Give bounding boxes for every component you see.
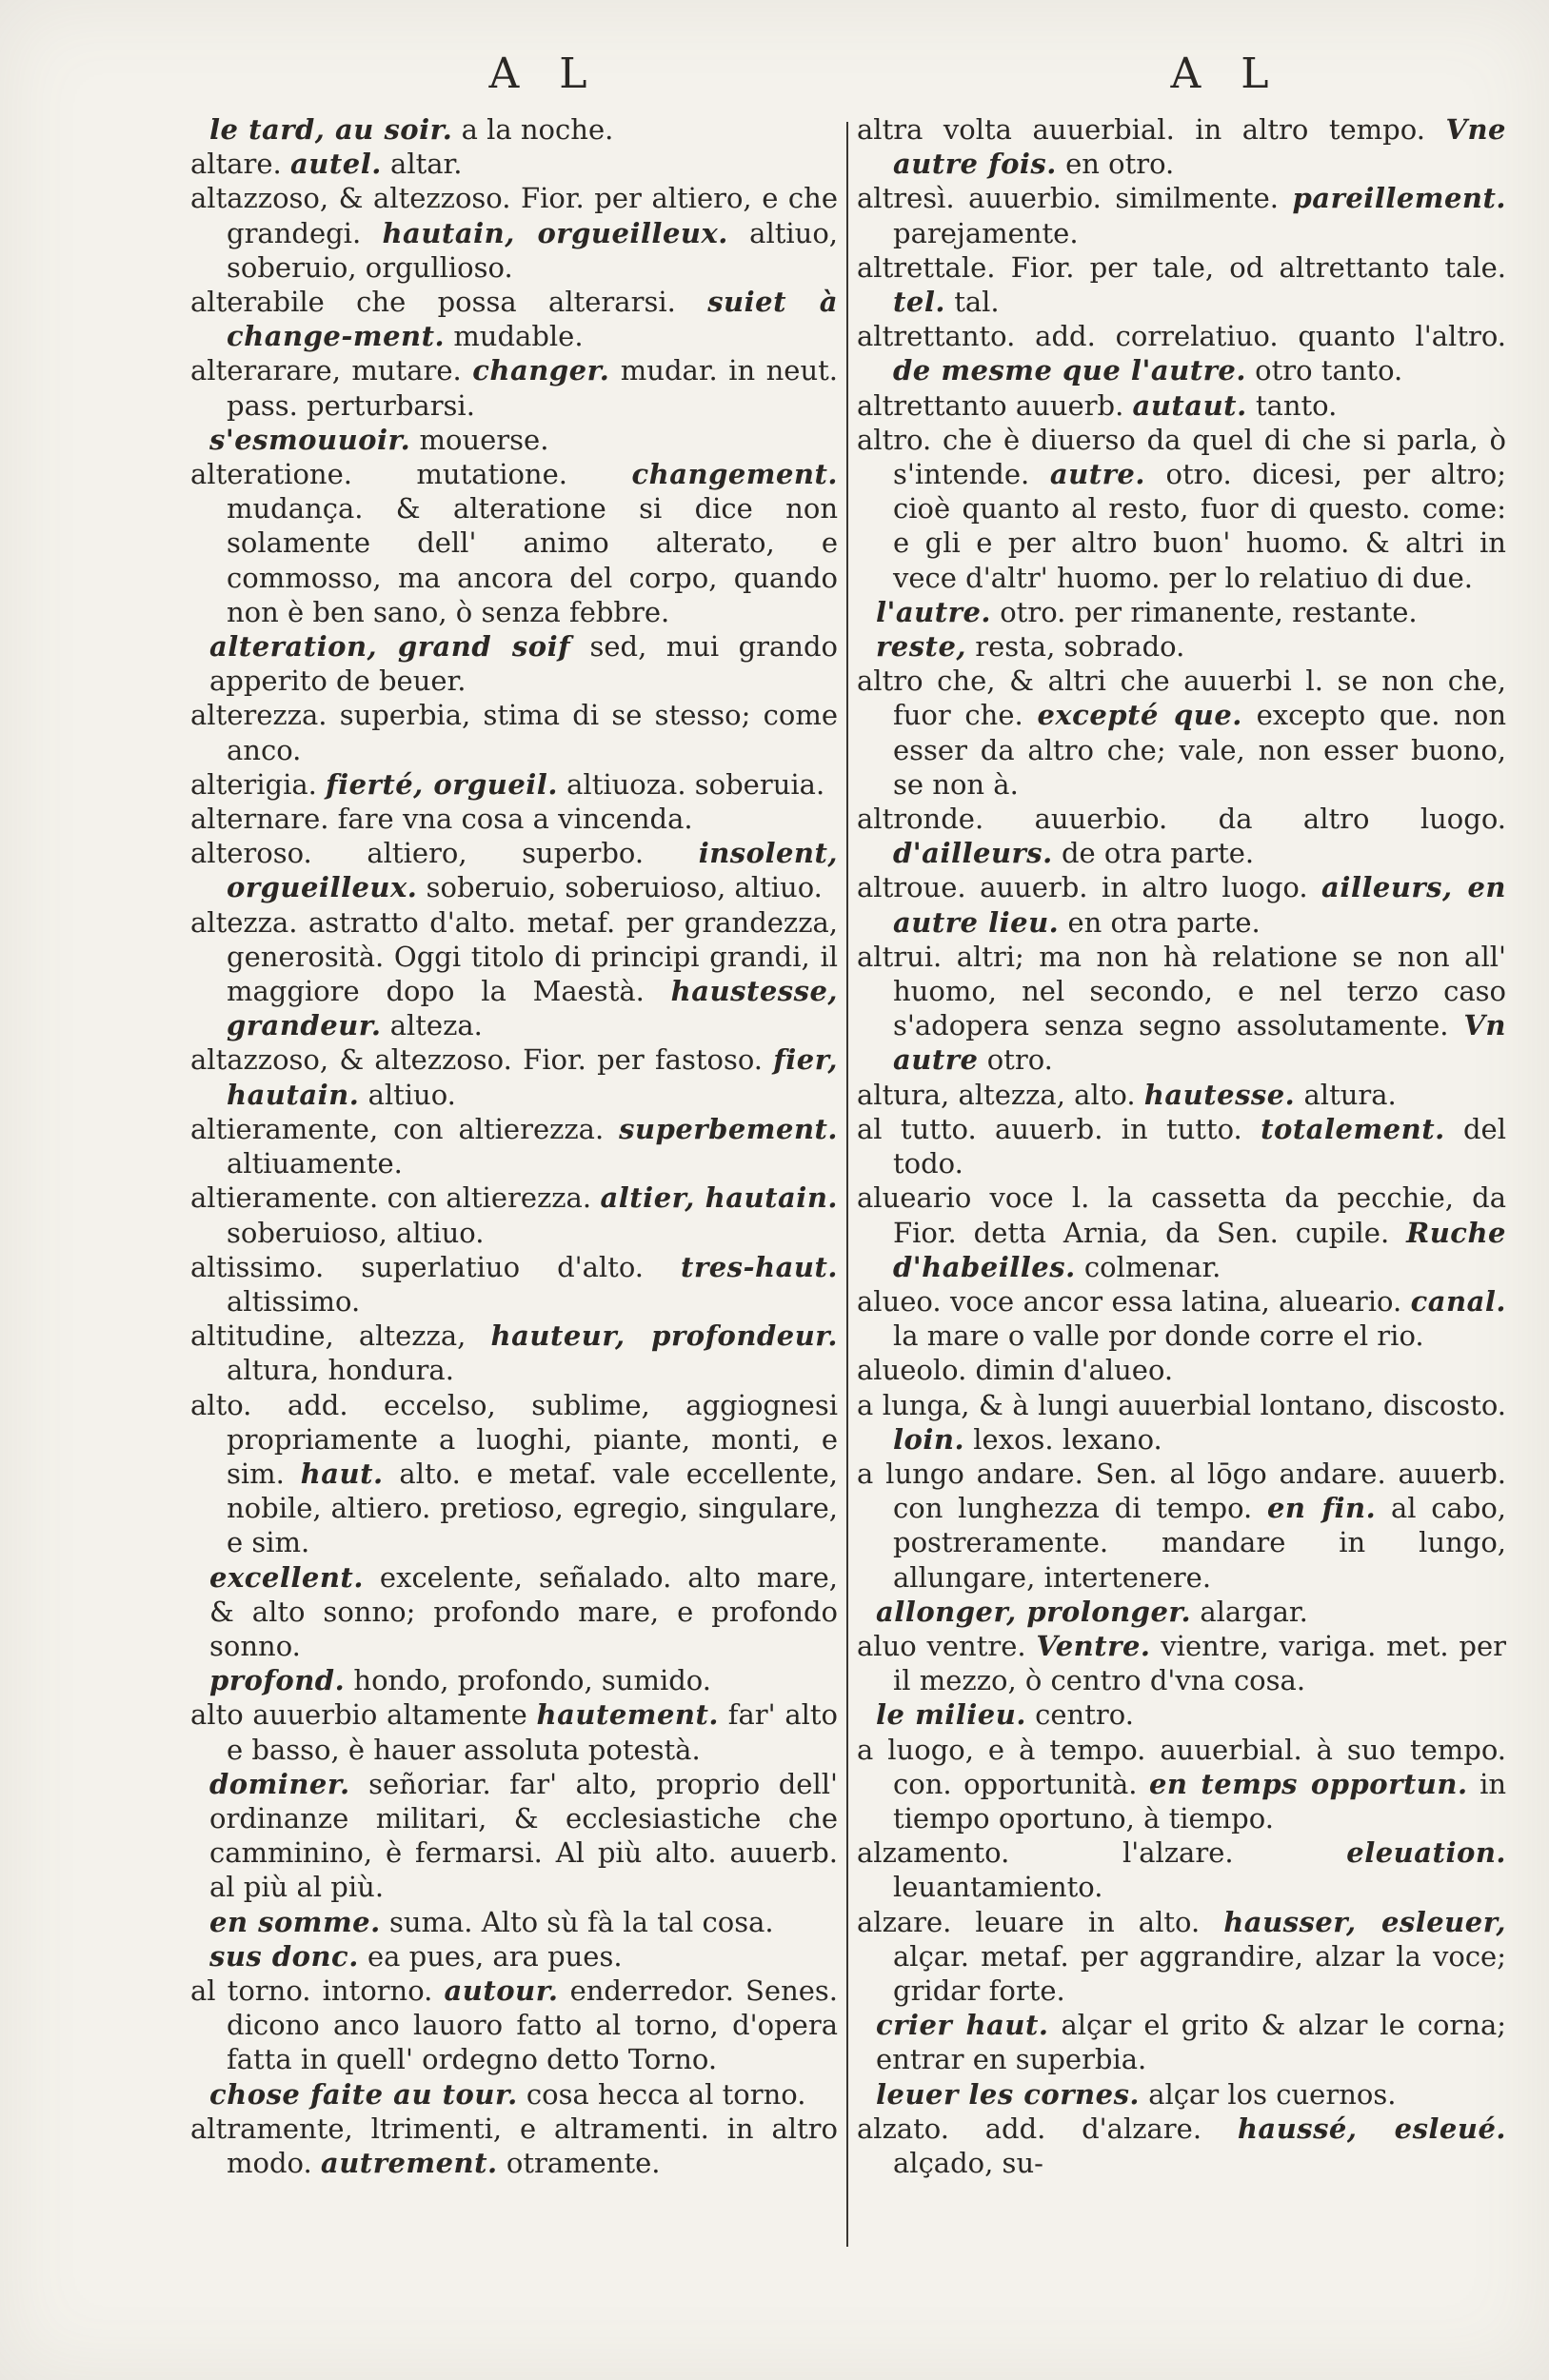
entry-text: alzare. leuare in alto. (857, 1905, 1201, 1938)
entry-text: altra volta auuerbial. in altro tempo. (857, 113, 1425, 146)
french-gloss: totalement. (1261, 1112, 1445, 1145)
entry-tail: soberuioso, altiuo. (227, 1216, 485, 1249)
entry-tail: señoriar. far' alto, proprio dell' ordinanze militari, & ecclesiastiche che camminino, è fermarsi. Al più alto. auuerb. al più al più. (209, 1767, 838, 1904)
dictionary-entry (190, 1697, 838, 1766)
entry-tail: altar. (390, 148, 463, 181)
entry-tail: enderredor. Senes. dicono anco lauoro fatto al torno, d'opera fatta in quell' ordegno detto Torno. (227, 1973, 839, 2076)
dictionary-entry (857, 1835, 1506, 1904)
entry-text: altezza. astratto d'alto. metaf. per grandezza, generosità. Oggi titolo di principi grandi, il maggiore dopo la Maestà. (190, 905, 838, 1008)
entry-tail: tal. (954, 286, 1000, 319)
entry-text: alto auuerbio altamente (190, 1698, 527, 1732)
entry-tail: alçar los cuernos. (1148, 2077, 1397, 2111)
dictionary-entry (857, 629, 1506, 664)
entry-text: a lunga, & à lungi auuerbial lontano, discosto. (857, 1388, 1506, 1421)
dictionary-entry (857, 181, 1506, 249)
entry-tail: altiuo, soberuio, orgullioso. (227, 216, 839, 284)
dictionary-entry (190, 181, 838, 285)
entry-tail: vientre, variga. met. per il mezzo, ò centro d'vna cosa. (893, 1629, 1507, 1697)
dictionary-entry (857, 1457, 1506, 1595)
french-gloss: hautement. (536, 1698, 720, 1732)
entry-tail: alçar. metaf. per aggrandire, alzar la voce; gridar forte. (893, 1939, 1506, 2007)
entry-tail: altura. (1303, 1078, 1397, 1111)
dictionary-entry (190, 629, 838, 698)
dictionary-entry (190, 1112, 838, 1180)
dictionary-entry (857, 2112, 1506, 2180)
entry-tail: centro. (1035, 1698, 1134, 1732)
entry-text: altrettanto auuerb. (857, 388, 1124, 422)
entry-tail: alçado, su- (893, 2146, 1043, 2179)
entry-text: al tutto. auuerb. in tutto. (857, 1112, 1242, 1145)
entry-text: altazzoso, & altezzoso. Fior. per fastoso. (190, 1043, 764, 1077)
entry-text: altieramente, con altierezza. (190, 1112, 605, 1145)
entry-tail: colmenar. (1083, 1250, 1221, 1283)
dictionary-entry (190, 353, 838, 422)
french-gloss: pareillement. (1292, 182, 1507, 215)
dictionary-entry (190, 1250, 838, 1319)
entry-tail: altiuamente. (227, 1147, 403, 1180)
left-running-header: A L (488, 50, 601, 98)
entry-text: aluo ventre. (857, 1629, 1026, 1662)
entry-text: alteroso. altiero, superbo. (190, 837, 645, 870)
entry-tail: otro. (986, 1043, 1053, 1077)
entry-tail: excelente, señalado. alto mare, & alto sonno; profondo mare, e profondo sonno. (209, 1560, 838, 1662)
dictionary-entry (857, 112, 1506, 181)
french-gloss: canal. (1410, 1284, 1506, 1318)
right-running-header: A L (1170, 50, 1282, 98)
french-gloss: hautain, orgueilleux. (382, 216, 728, 249)
dictionary-entry (857, 250, 1506, 319)
french-gloss: haussé, esleué. (1237, 2112, 1506, 2145)
french-gloss: chose faite au tour. (209, 2077, 518, 2111)
entry-tail: lexos. lexano. (973, 1422, 1162, 1456)
dictionary-entry (857, 1078, 1506, 1112)
dictionary-entry (857, 664, 1506, 802)
column-divider (846, 122, 848, 2247)
entry-tail: al cabo, postreramente. mandare in lungo, allungare, intertenere. (893, 1492, 1506, 1594)
french-gloss: autaut. (1132, 388, 1247, 422)
dictionary-entry (190, 836, 838, 904)
entry-text: altro che, & altri che auuerbi l. se non che, fuor che. (857, 664, 1506, 732)
entry-tail: altissimo. (227, 1284, 361, 1318)
dictionary-entry (190, 1319, 838, 1387)
french-gloss: d'ailleurs. (893, 837, 1053, 870)
entry-text: altieramente. con altierezza. (190, 1181, 592, 1215)
entry-tail: cosa hecca al torno. (526, 2077, 806, 2111)
dictionary-entry (190, 285, 838, 353)
entry-text: altrui. altri; ma non hà relatione se non all' huomo, nel secondo, e nel terzo caso s'adopera senza segno assolutamente. (857, 940, 1506, 1042)
french-gloss: Vne autre fois. (893, 113, 1506, 181)
french-gloss: fierté, orgueil. (326, 767, 558, 801)
entry-text: altitudine, altezza, (190, 1319, 467, 1353)
entry-tail: ea pues, ara pues. (367, 1939, 623, 1973)
entry-text: alterezza. superbia, stima di se stesso; come anco. (190, 699, 838, 766)
french-gloss: reste, (876, 630, 966, 664)
dictionary-entry (190, 1767, 838, 1905)
dictionary-entry (857, 388, 1506, 423)
french-gloss: en fin. (1266, 1492, 1377, 1525)
entry-text: altronde. auuerbio. da altro luogo. (857, 803, 1506, 836)
entry-text: altissimo. superlatiuo d'alto. (190, 1250, 644, 1283)
entry-text: altrettanto. add. correlatiuo. quanto l'altro. (857, 320, 1506, 353)
french-gloss: ailleurs, en autre lieu. (893, 871, 1506, 939)
entry-tail: la mare o valle por donde corre el rio. (893, 1319, 1424, 1353)
french-gloss: haut. (300, 1457, 384, 1490)
entry-tail: otro. per rimanente, restante. (1000, 595, 1418, 628)
dictionary-entry (190, 1973, 838, 2077)
dictionary-entry (190, 1180, 838, 1249)
entry-tail: alçar el grito & alzar le corna; entrar en superbia. (876, 2009, 1506, 2076)
dictionary-entry (190, 112, 838, 147)
entry-tail: mudar. in neut. pass. perturbarsi. (227, 354, 839, 422)
entry-tail: de otra parte. (1061, 837, 1255, 870)
entry-text: alterigia. (190, 767, 317, 801)
french-gloss: en somme. (209, 1905, 381, 1938)
french-gloss: dominer. (209, 1767, 350, 1800)
entry-tail: alto. e metaf. vale eccellente, nobile, altiero. pretioso, egregio, singulare, e sim. (227, 1457, 838, 1559)
entry-tail: parejamente. (893, 216, 1079, 249)
entry-tail: altiuo. (367, 1078, 456, 1111)
french-gloss: de mesme que l'autre. (893, 354, 1246, 387)
entry-text: alterarare, mutare. (190, 354, 462, 387)
entry-text: alueolo. dimin d'alueo. (857, 1354, 1174, 1387)
dictionary-entry (190, 147, 838, 181)
french-gloss: autel. (289, 148, 382, 181)
dictionary-entry (190, 1042, 838, 1111)
entry-tail: mudança. & alteratione si dice non solamente dell' animo alterato, e commosso, ma ancora del corpo, quando non è ben sano, ò senza febbre. (227, 492, 838, 628)
french-gloss: excellent. (209, 1560, 364, 1594)
entry-tail: en otro. (1065, 148, 1175, 181)
dictionary-entry (857, 1112, 1506, 1180)
dictionary-entry (857, 1697, 1506, 1732)
french-gloss: allonger, prolonger. (876, 1595, 1192, 1628)
left-column (190, 112, 838, 2180)
dictionary-entry (190, 698, 838, 766)
entry-tail: del todo. (893, 1112, 1506, 1180)
french-gloss: crier haut. (876, 2009, 1049, 2042)
dictionary-entry (857, 1595, 1506, 1629)
entry-text: alzamento. l'alzare. (857, 1836, 1234, 1870)
french-gloss: tres-haut. (681, 1250, 838, 1283)
dictionary-entry (857, 1629, 1506, 1697)
entry-tail: a la noche. (461, 113, 614, 146)
dictionary-entry (857, 1353, 1506, 1387)
entry-tail: otro. dicesi, per altro; cioè quanto al resto, fuor di questo. come: e gli e per altro buon' huomo. & altri in vece d'altr' huomo. per lo relatiuo di due. (893, 458, 1506, 594)
entry-text: altura, altezza, alto. (857, 1078, 1136, 1111)
french-gloss: tel. (893, 286, 945, 319)
entry-tail: en otra parte. (1067, 905, 1261, 939)
french-gloss: changer. (472, 354, 610, 387)
french-gloss: alteration, grand soif (209, 630, 571, 664)
french-gloss: autour. (444, 1973, 559, 2007)
dictionary-entry (190, 423, 838, 457)
entry-tail: hondo, profondo, sumido. (353, 1664, 711, 1697)
entry-tail: far' alto e basso, è hauer assoluta potestà. (227, 1698, 839, 1766)
entry-text: altresì. auuerbio. similmente. (857, 182, 1279, 215)
dictionary-entry (190, 1905, 838, 1939)
dictionary-entry (190, 1939, 838, 1973)
dictionary-entry (190, 905, 838, 1043)
dictionary-entry (857, 423, 1506, 595)
dictionary-entry (857, 802, 1506, 870)
dictionary-entry (190, 1388, 838, 1560)
entry-text: altramente, ltrimenti, e altramenti. in altro modo. (190, 2112, 838, 2179)
french-gloss: l'autre. (876, 595, 991, 628)
entry-text: alueo. voce ancor essa latina, alueario. (857, 1284, 1402, 1318)
french-gloss: superbement. (619, 1112, 839, 1145)
dictionary-entry (190, 767, 838, 802)
french-gloss: eleuation. (1346, 1836, 1506, 1870)
right-column (857, 112, 1506, 2180)
entry-text: a luogo, e à tempo. auuerbial. à suo tempo. con. opportunità. (857, 1733, 1506, 1800)
dictionary-entry (857, 1905, 1506, 2009)
entry-tail: otramente. (506, 2146, 661, 2179)
french-gloss: profond. (209, 1664, 346, 1697)
entry-tail: altura, hondura. (227, 1354, 454, 1387)
entry-tail: leuantamiento. (893, 1871, 1103, 1904)
entry-text: altro. che è diuerso da quel di che si parla, ò s'intende. (857, 423, 1506, 491)
dictionary-entry (857, 595, 1506, 629)
entry-tail: excepto que. non esser da altro che; vale, non esser buono, se non à. (893, 699, 1507, 801)
dictionary-entry (190, 2112, 838, 2180)
entry-tail: altiuoza. soberuia. (566, 767, 825, 801)
entry-tail: otro tanto. (1255, 354, 1403, 387)
dictionary-entry (190, 1560, 838, 1664)
dictionary-entry (857, 2008, 1506, 2076)
french-gloss: sus donc. (209, 1939, 359, 1973)
entry-tail: resta, sobrado. (975, 630, 1185, 664)
entry-text: alueario voce l. la cassetta da pecchie, da Fior. detta Arnia, da Sen. cupile. (857, 1181, 1506, 1249)
french-gloss: Ventre. (1036, 1629, 1151, 1662)
french-gloss: en temps opportun. (1148, 1767, 1468, 1800)
dictionary-entry (190, 2077, 838, 2112)
entry-text: altazzoso, & altezzoso. Fior. per altiero, e che grandegi. (190, 182, 838, 249)
french-gloss: s'esmouuoir. (209, 423, 411, 456)
french-gloss: changement. (631, 458, 839, 491)
entry-tail: tanto. (1255, 388, 1338, 422)
entry-text: alteratione. mutatione. (190, 458, 567, 491)
french-gloss: insolent, orgueilleux. (227, 837, 839, 904)
dictionary-entry (190, 457, 838, 629)
dictionary-entry (857, 870, 1506, 939)
dictionary-entry (857, 1733, 1506, 1836)
french-gloss: fier, hautain. (227, 1043, 839, 1111)
french-gloss: autre. (1049, 458, 1145, 491)
dictionary-entry (857, 1388, 1506, 1457)
entry-tail: suma. Alto sù fà la tal cosa. (388, 1905, 774, 1938)
french-gloss: Vn autre (893, 1009, 1506, 1077)
entry-text: alterabile che possa alterarsi. (190, 286, 676, 319)
entry-tail: soberuio, soberuioso, altiuo. (426, 871, 823, 904)
entry-tail: in tiempo oportuno, à tiempo. (893, 1767, 1507, 1835)
dictionary-entry (190, 1663, 838, 1697)
entry-text: altare. (190, 148, 282, 181)
entry-text: a lungo andare. Sen. al lōgo andare. auuerb. con lunghezza di tempo. (857, 1457, 1506, 1525)
entry-text: altrettale. Fior. per tale, od altrettanto tale. (857, 250, 1506, 284)
entry-text: al torno. intorno. (190, 1973, 433, 2007)
french-gloss: le milieu. (876, 1698, 1026, 1732)
dictionary-entry (857, 319, 1506, 387)
entry-tail: sed, mui grando apperito de beuer. (209, 630, 838, 698)
dictionary-entry (857, 2077, 1506, 2112)
french-gloss: haustesse, grandeur. (227, 975, 838, 1042)
dictionary-entry (857, 940, 1506, 1078)
dictionary-entry (190, 802, 838, 836)
entry-tail: mudable. (453, 320, 584, 353)
french-gloss: loin. (893, 1422, 965, 1456)
entry-tail: alteza. (389, 1009, 483, 1042)
french-gloss: hausser, esleuer, (1223, 1905, 1506, 1938)
french-gloss: suiet à change-ment. (227, 286, 838, 353)
entry-text: alternare. fare vna cosa a vincenda. (190, 803, 693, 836)
dictionary-entry (857, 1180, 1506, 1284)
entry-text: alzato. add. d'alzare. (857, 2112, 1202, 2145)
entry-text: altroue. auuerb. in altro luogo. (857, 871, 1308, 904)
french-gloss: Ruche d'habeilles. (893, 1216, 1507, 1283)
entry-tail: mouerse. (419, 423, 549, 456)
entry-tail: alargar. (1200, 1595, 1308, 1628)
french-gloss: leuer les cornes. (876, 2077, 1141, 2111)
french-gloss: altier, hautain. (600, 1181, 839, 1215)
french-gloss: excepté que. (1037, 699, 1242, 732)
french-gloss: autrement. (320, 2146, 498, 2179)
french-gloss: hautesse. (1143, 1078, 1296, 1111)
dictionary-entry (857, 1284, 1506, 1353)
french-gloss: hauteur, profondeur. (490, 1319, 838, 1353)
entry-text: alto. add. eccelso, sublime, aggiognesi propriamente a luoghi, piante, monti, e sim. (190, 1388, 838, 1490)
french-gloss: le tard, au soir. (209, 113, 453, 146)
